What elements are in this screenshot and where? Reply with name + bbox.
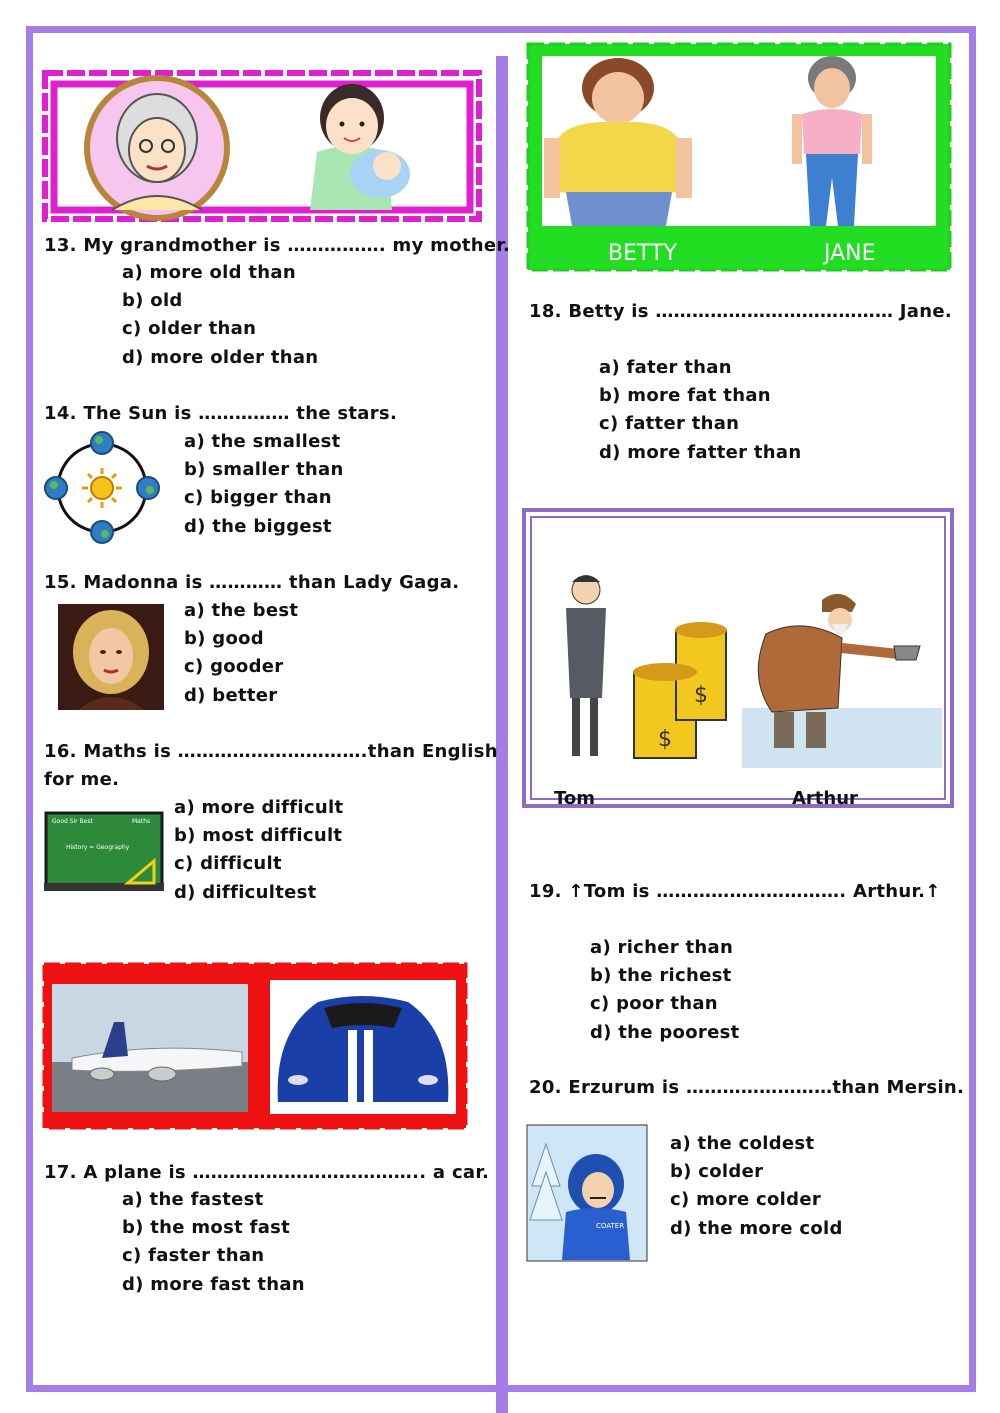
q19-option-c[interactable]: c) poor than [590,993,718,1015]
cold-man-image [526,1124,648,1262]
q14-option-b[interactable]: b) smaller than [184,459,344,481]
svg-text:COATER: COATER [596,1222,625,1230]
q16-option-c[interactable]: c) difficult [174,853,282,875]
question-17-options [122,1186,305,1299]
q19-option-b[interactable]: b) the richest [590,965,732,987]
q14-option-a[interactable]: a) the smallest [184,431,341,452]
q17-option-b[interactable]: b) the most fast [122,1217,291,1239]
q15-option-b[interactable]: b) good [184,628,264,650]
q18-option-b[interactable]: b) more fat than [599,385,771,407]
q16-option-a[interactable]: a) more difficult [174,797,344,818]
question-19-text: 19. ↑Tom is …………………………. Arthur.↑ [529,881,941,902]
question-18-options [599,354,801,467]
q20-option-d[interactable]: d) the more cold [670,1217,843,1239]
question-18-text: 18. Betty is ………………………………… Jane. [529,301,953,322]
question-19-options [590,934,740,1047]
q16-option-d[interactable]: d) difficultest [174,881,317,903]
q14-option-c[interactable]: c) bigger than [184,487,332,509]
tom-arthur-image [522,508,954,808]
q20-option-c[interactable]: c) more colder [670,1189,822,1211]
question-15-options [184,597,298,710]
q19-option-d[interactable]: d) the poorest [590,1021,740,1043]
question-14-options [184,428,344,541]
question-20-options [670,1130,843,1243]
jane-label: JANE [824,241,876,266]
q17-option-d[interactable]: d) more fast than [122,1273,305,1295]
airplane-photo [52,984,248,1112]
q14-option-d[interactable]: d) the biggest [184,515,332,537]
question-14-text: 14. The Sun is …………… the stars. [44,403,398,424]
q15-option-a[interactable]: a) the best [184,600,299,621]
betty-jane-image [526,42,952,272]
q20-option-a[interactable]: a) the coldest [670,1133,815,1154]
svg-text:Maths: Maths [132,818,151,825]
column-divider [496,56,508,1413]
grandmother-mother-image [42,70,482,222]
svg-text:$: $ [658,727,672,752]
q17-option-c[interactable]: c) faster than [122,1245,265,1267]
q15-option-c[interactable]: c) gooder [184,656,284,678]
q13-option-b[interactable]: b) old [122,290,183,312]
q13-option-a[interactable]: a) more old than [122,262,296,283]
question-16-options [174,794,343,907]
tom-label: Tom [554,788,596,808]
q13-option-d[interactable]: d) more older than [122,346,319,368]
question-13-options [122,259,318,372]
q18-option-d[interactable]: d) more fatter than [599,441,802,463]
svg-text:$: $ [694,683,708,708]
q19-option-a[interactable]: a) richer than [590,937,734,958]
plane-car-image [42,962,468,1130]
q16-option-b[interactable]: b) most difficult [174,825,343,847]
sun-planets-image [42,430,164,546]
question-16-text-line1: 16. Maths is ………………………….than English [44,741,498,762]
madonna-photo [58,604,164,710]
q18-option-a[interactable]: a) fater than [599,357,732,378]
sports-car-photo [270,980,456,1114]
q18-option-c[interactable]: c) fatter than [599,413,740,435]
q15-option-d[interactable]: d) better [184,684,278,706]
q20-option-b[interactable]: b) colder [670,1161,764,1183]
question-20-text: 20. Erzurum is ……………………than Mersin. [529,1077,965,1098]
question-15-text: 15. Madonna is ………… than Lady Gaga. [44,572,460,593]
question-17-text: 17. A plane is ……………………………….. a car. [44,1162,490,1183]
question-16-text-line2: for me. [44,769,120,790]
sun-icon [82,468,122,508]
betty-label: BETTY [608,241,677,266]
svg-text:History = Geography: History = Geography [66,844,130,851]
q13-option-c[interactable]: c) older than [122,318,257,340]
question-13-text: 13. My grandmother is ……………. my mother. [44,235,511,256]
arthur-label: Arthur [792,788,858,808]
chalkboard-image [44,811,164,891]
q17-option-a[interactable]: a) the fastest [122,1189,264,1210]
svg-text:Good Sir Best: Good Sir Best [52,818,93,825]
